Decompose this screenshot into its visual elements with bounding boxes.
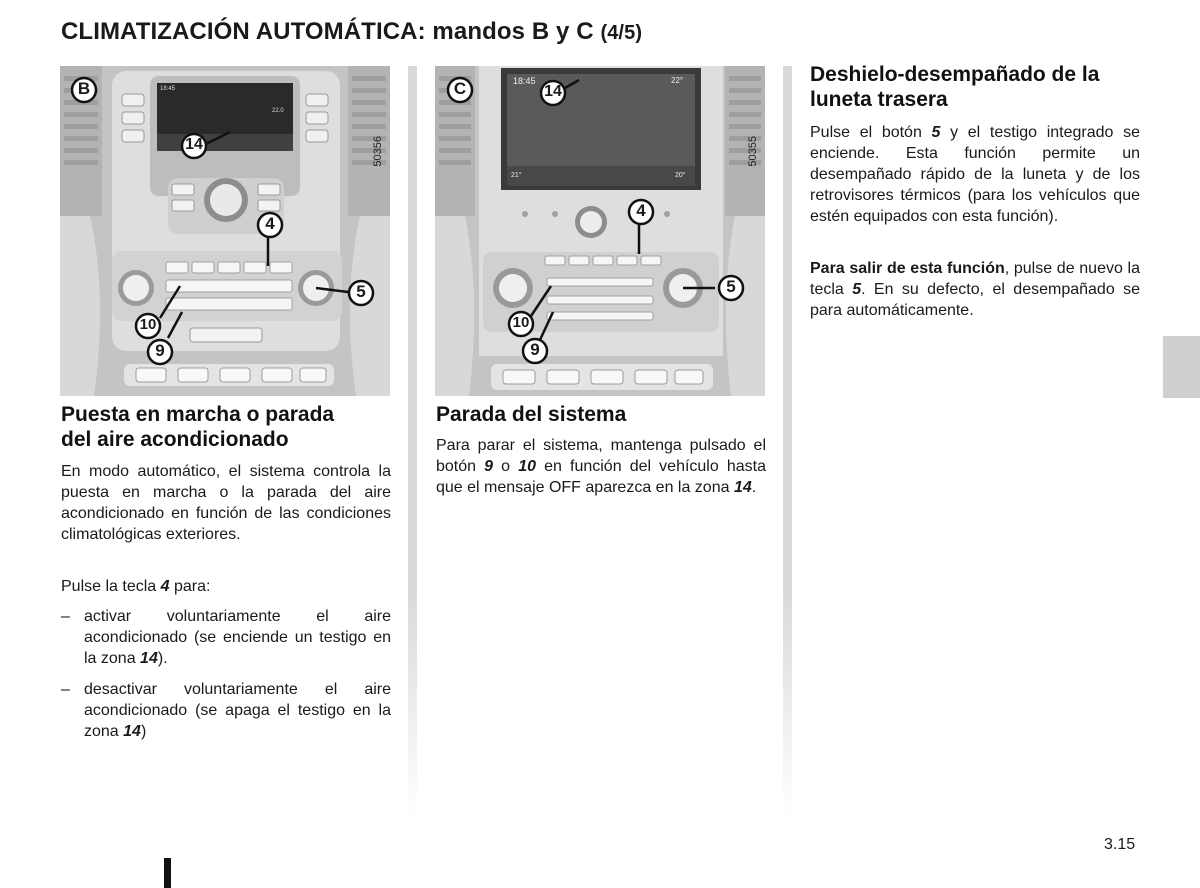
figure-c-callout-10: 10 bbox=[512, 314, 530, 331]
figure-c-callout-14: 14 bbox=[544, 83, 562, 100]
figure-c-screen-temp-right-bottom: 20° bbox=[675, 172, 686, 179]
col1-p2-key: 4 bbox=[160, 578, 170, 595]
figure-b-ref: 50356 bbox=[372, 136, 384, 167]
col1-paragraph-1: En modo automático, el sistema controla la puesta en marcha o la parada del aire acondicionado en función de las condiciones climatológicas exteriores. bbox=[61, 463, 391, 543]
chapter-side-tab bbox=[1163, 336, 1200, 398]
col3-paragraph-1 bbox=[810, 122, 1140, 227]
list-text-key: 14 bbox=[140, 650, 158, 667]
col3-p2-a: , pulse de nuevo la tecla bbox=[810, 260, 1140, 298]
figure-b-callout-10: 10 bbox=[139, 316, 157, 333]
figure-b-screen-temp: 22.0 bbox=[272, 108, 284, 114]
list-text-pre: activar voluntariamente el aire acondicionado (se enciende un testigo en la zona bbox=[84, 608, 391, 667]
col2-p-a: Para parar el sistema, mantenga pulsado el botón bbox=[436, 437, 766, 475]
col3-paragraph-2 bbox=[810, 258, 1140, 321]
corner-mark bbox=[164, 858, 171, 888]
list-text-pre: desactivar voluntariamente el aire acondicionado (se apaga el testigo en la zona bbox=[84, 681, 391, 740]
col1-heading-line2: del aire acondicionado bbox=[61, 428, 289, 451]
figure-b-callout-4: 4 bbox=[265, 214, 275, 233]
list-item bbox=[61, 679, 391, 743]
column-divider-1 bbox=[408, 66, 417, 816]
col3-heading-line1: Deshielo-desempañado de la bbox=[810, 63, 1100, 86]
list-text-post: ) bbox=[140, 723, 147, 740]
col3-p1-b: y el testigo integrado se enciende. Esta función permite un desempañado rápido de la luneta y de los retrovisores térmicos (para los vehículos que estén equipados con esta función). bbox=[810, 124, 1140, 225]
col3-p2-bold: Para salir de esta función bbox=[810, 260, 1005, 277]
col2-p-b: o bbox=[493, 458, 519, 475]
figure-c-screen-temp-left-bottom: 21° bbox=[511, 172, 522, 179]
figure-c-screen-temp-right: 22° bbox=[671, 76, 684, 85]
col2-heading: Parada del sistema bbox=[436, 403, 627, 426]
col2-key-9: 9 bbox=[484, 458, 494, 475]
list-text-key: 14 bbox=[123, 723, 141, 740]
figure-c-callout-4: 4 bbox=[636, 201, 646, 220]
col2-paragraph bbox=[436, 435, 766, 498]
page-title-suffix: (4/5) bbox=[600, 22, 643, 44]
figure-c-ref: 50355 bbox=[747, 136, 759, 167]
col1-p2-pre: Pulse la tecla bbox=[61, 578, 161, 595]
col3-p2-key: 5 bbox=[852, 281, 862, 298]
col2-p-d: . bbox=[751, 479, 757, 496]
figure-c-callout-5: 5 bbox=[726, 277, 736, 296]
figure-b-screen-time: 18:45 bbox=[160, 86, 176, 92]
page-title bbox=[61, 18, 642, 46]
page-title-text: CLIMATIZACIÓN AUTOMÁTICA: mandos B y C bbox=[61, 18, 594, 45]
col3-p1-key: 5 bbox=[931, 124, 941, 141]
figure-c-callout-9: 9 bbox=[530, 340, 540, 359]
column-divider-2 bbox=[783, 66, 792, 816]
list-text bbox=[84, 606, 391, 669]
col3-heading-line2: luneta trasera bbox=[810, 88, 948, 111]
col2-key-10: 10 bbox=[518, 458, 536, 475]
figure-b-badge: B bbox=[77, 79, 91, 98]
col1-heading-line1: Puesta en marcha o parada bbox=[61, 403, 335, 426]
list-text bbox=[84, 679, 391, 742]
figure-b-callout-5: 5 bbox=[356, 282, 366, 301]
col2-key-14: 14 bbox=[733, 479, 752, 496]
figure-b-photo bbox=[60, 66, 390, 396]
figure-c-screen-time: 18:45 bbox=[513, 76, 536, 86]
list-text-post: ). bbox=[157, 650, 168, 667]
page-number: 3.15 bbox=[1104, 836, 1136, 853]
list-dash: – bbox=[61, 681, 70, 698]
col1-heading bbox=[61, 402, 391, 452]
figure-b-callout-9: 9 bbox=[155, 341, 165, 360]
col2-p-c: en función del vehículo hasta que el mensaje OFF aparezca en la zona bbox=[436, 458, 767, 496]
figure-c-badge: C bbox=[453, 79, 467, 98]
col1-paragraph-2 bbox=[61, 576, 391, 597]
list-item bbox=[61, 606, 391, 670]
figure-c-photo bbox=[435, 66, 765, 396]
figure-b-callout-14: 14 bbox=[185, 136, 203, 153]
col1-p2-post: para: bbox=[169, 578, 211, 595]
col3-p2-b: . En su defecto, el desempañado se para automáticamente. bbox=[810, 281, 1140, 319]
list-dash: – bbox=[61, 608, 70, 625]
col3-heading bbox=[810, 62, 1145, 112]
col3-p1-a: Pulse el botón bbox=[810, 124, 932, 141]
